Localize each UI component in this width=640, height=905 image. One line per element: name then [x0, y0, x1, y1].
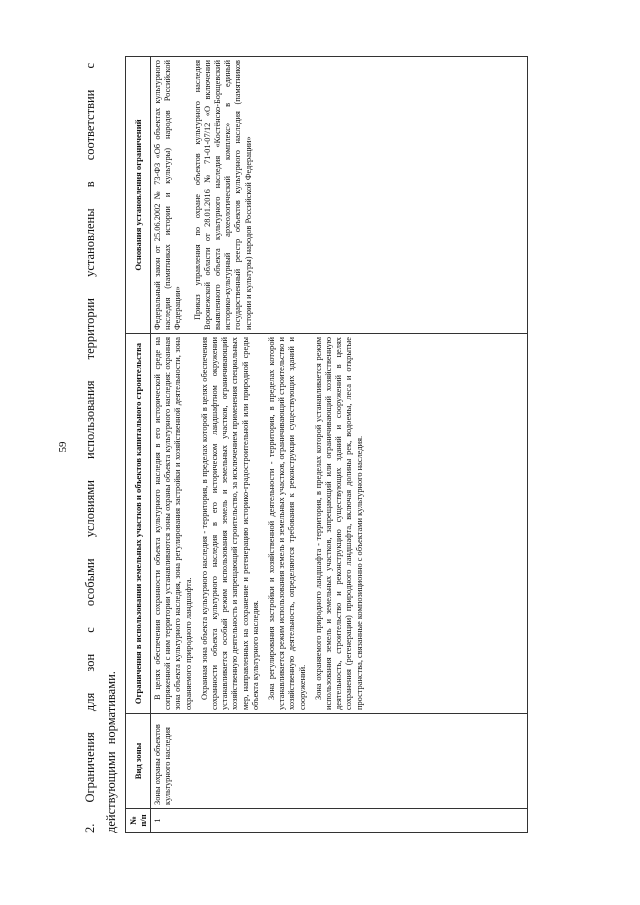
- cell-num: 1: [151, 809, 528, 833]
- cell-basis: [151, 57, 528, 334]
- heading-line-1: 2. Ограничения для зон с особыми условиями использования территории установлены в соответствии с: [83, 63, 97, 833]
- section-heading: [80, 63, 122, 833]
- limits-paragraph: Зона охраняемого природного ландшафта - территория, в пределах которой устанавливается режим использования земель и земельных участков, запрещающий или ограничивающий хозяйственную деятельность, строительство и реконструкцию существующих зданий и сооружений в целях сохранения (регенерации) природного ландшафта, включая долины рек, водоемы, леса и открытые пространства, связанные композиционно с объектами культурного наследия.: [313, 337, 364, 710]
- heading-line-2: действующими нормативами.: [104, 671, 118, 833]
- limits-paragraph: В целях обеспечения сохранности объекта культурного наследия в его исторической среде на сопряженной с ним территории устанавливаются зоны охраны объекта культурного наследия: охранная зона объекта культурного наследия, зона регулирования застройки и хозяйственной деятельности, зона охраняемого природного ландшафта.: [153, 337, 193, 710]
- header-limits: Ограничения в использовании земельных участков и объектов капитального строительства: [126, 334, 151, 714]
- header-num: № п/п: [126, 809, 151, 833]
- limits-paragraph: Охранная зона объекта культурного наследия - территория, в пределах которой в целях обеспечения сохранности объекта культурного наследия в его историческом ландшафтном окружении устанавливается особый режим использования земель и земельных участков, ограничивающий хозяйственную деятельность и запрещающий строительство, за исключением применения специальных мер, направленных на сохранение и регенерацию историко-градостроительной или природной среды объекта культурного наследия.: [199, 337, 260, 710]
- restrictions-table: [125, 56, 528, 833]
- cell-zone-type: Зоны охраны объектов культурного наследия: [151, 714, 528, 809]
- basis-paragraph: Приказ управления по охране объектов культурного наследия Воронежской области от 28.01.2016 № 71-01-07/12 «О включении выявленного объекта культурного наследия «Костёнско-Борщевский историко-культурный археологический комплекс» в единый государственный реестр объектов культурного наследия (памятников истории и культуры) народов Российской Федерации»: [192, 60, 253, 330]
- page-number: 59: [57, 441, 69, 453]
- limits-paragraph: Зона регулирования застройки и хозяйственной деятельности - территория, в пределах которой устанавливается режим использования земель и земельных участков, ограничивающий строительство и хозяйственную деятельность, определяются требования к реконструкции существующих зданий и сооружений.: [267, 337, 307, 710]
- cell-limits: [151, 334, 528, 714]
- basis-paragraph: Федеральный закон от 25.06.2002 № 73-ФЗ «Об объектах культурного наследия (памятниках истории и культуры) народов Российской Федерации»: [153, 60, 183, 330]
- header-zone-type: Вид зоны: [126, 714, 151, 809]
- header-basis: Основания установления ограничений: [126, 57, 151, 334]
- table-row: [151, 57, 528, 833]
- table-header-row: [126, 57, 151, 833]
